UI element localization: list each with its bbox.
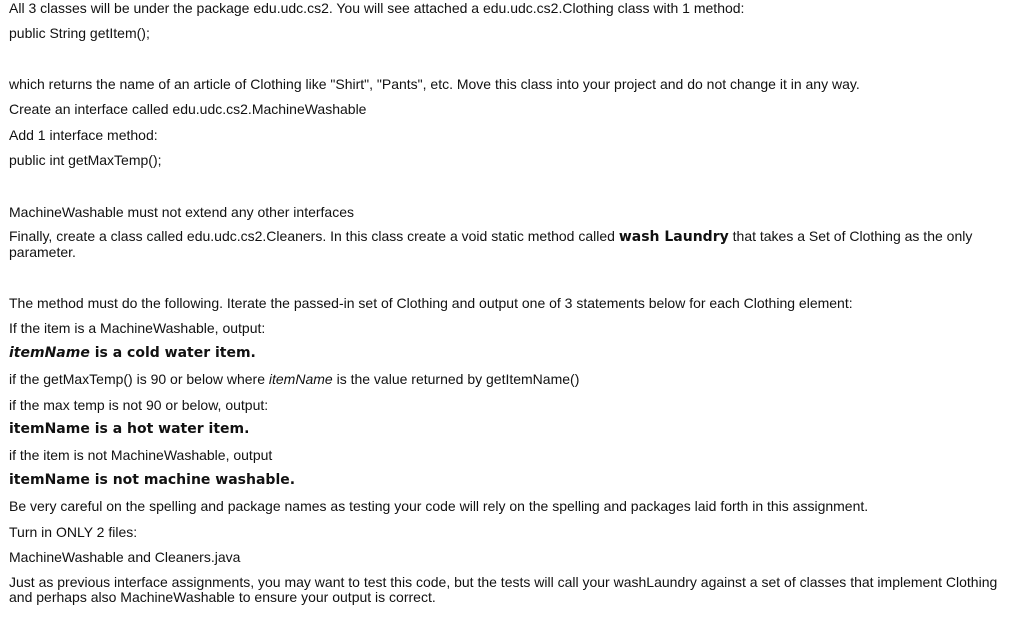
not-washable-output: itemName is not machine washable. (9, 472, 296, 488)
cleaners-text-1: Finally, create a class called edu.udc.cs2.Cleaners. In this class create a void static method called (9, 228, 619, 244)
wash-laundry-method-name: wash Laundry (618, 229, 729, 245)
cleaners-text-2: that takes a Set of Clothing as the only parameter. (9, 228, 973, 260)
not-washable-condition: if the item is not MachineWashable, output (9, 447, 273, 463)
intro-line: All 3 classes will be under the package edu.udc.cs2. You will see attached a edu.udc.cs2.Clothing class with 1 method: (9, 0, 745, 16)
get-item-signature: public String getItem(); (9, 25, 150, 41)
machine-washable-condition: If the item is a MachineWashable, output: (9, 320, 266, 336)
get-item-description: which returns the name of an article of Clothing like "Shirt", "Pants", etc. Move this class into your project and do not change it in any way. (9, 76, 860, 92)
add-method-line: Add 1 interface method: (9, 127, 158, 143)
files-list-line: MachineWashable and Cleaners.java (9, 549, 241, 565)
cleaners-class-paragraph (9, 229, 1009, 260)
cold-water-output (9, 345, 256, 361)
turn-in-line: Turn in ONLY 2 files: (9, 524, 138, 540)
no-extend-line: MachineWashable must not extend any other interfaces (9, 204, 355, 220)
testing-note-paragraph: Just as previous interface assignments, you may want to test this code, but the tests will call your washLaundry against a set of classes that implement Clothing and perhaps also MachineWashable to ensure your output is correct. (9, 574, 998, 605)
method-requirements-line: The method must do the following. Iterate the passed-in set of Clothing and output one of 3 statements below for each Clothing element: (9, 295, 853, 311)
create-interface-line: Create an interface called edu.udc.cs2.MachineWashable (9, 101, 367, 117)
max-temp-text-2: is the value returned by getItemName() (332, 371, 580, 387)
get-max-temp-signature: public int getMaxTemp(); (9, 152, 162, 168)
max-temp-condition (9, 371, 579, 387)
spelling-warning: Be very careful on the spelling and package names as testing your code will rely on the spelling and packages laid forth in this assignment. (9, 498, 869, 514)
hot-water-condition: if the max temp is not 90 or below, output: (9, 397, 269, 413)
item-name-placeholder: itemName (9, 345, 90, 361)
cold-water-text: is a cold water item. (89, 345, 256, 361)
item-name-italic: itemName (268, 371, 333, 387)
max-temp-text-1: if the getMaxTemp() is 90 or below where (9, 371, 269, 387)
hot-water-output: itemName is a hot water item. (9, 421, 250, 437)
